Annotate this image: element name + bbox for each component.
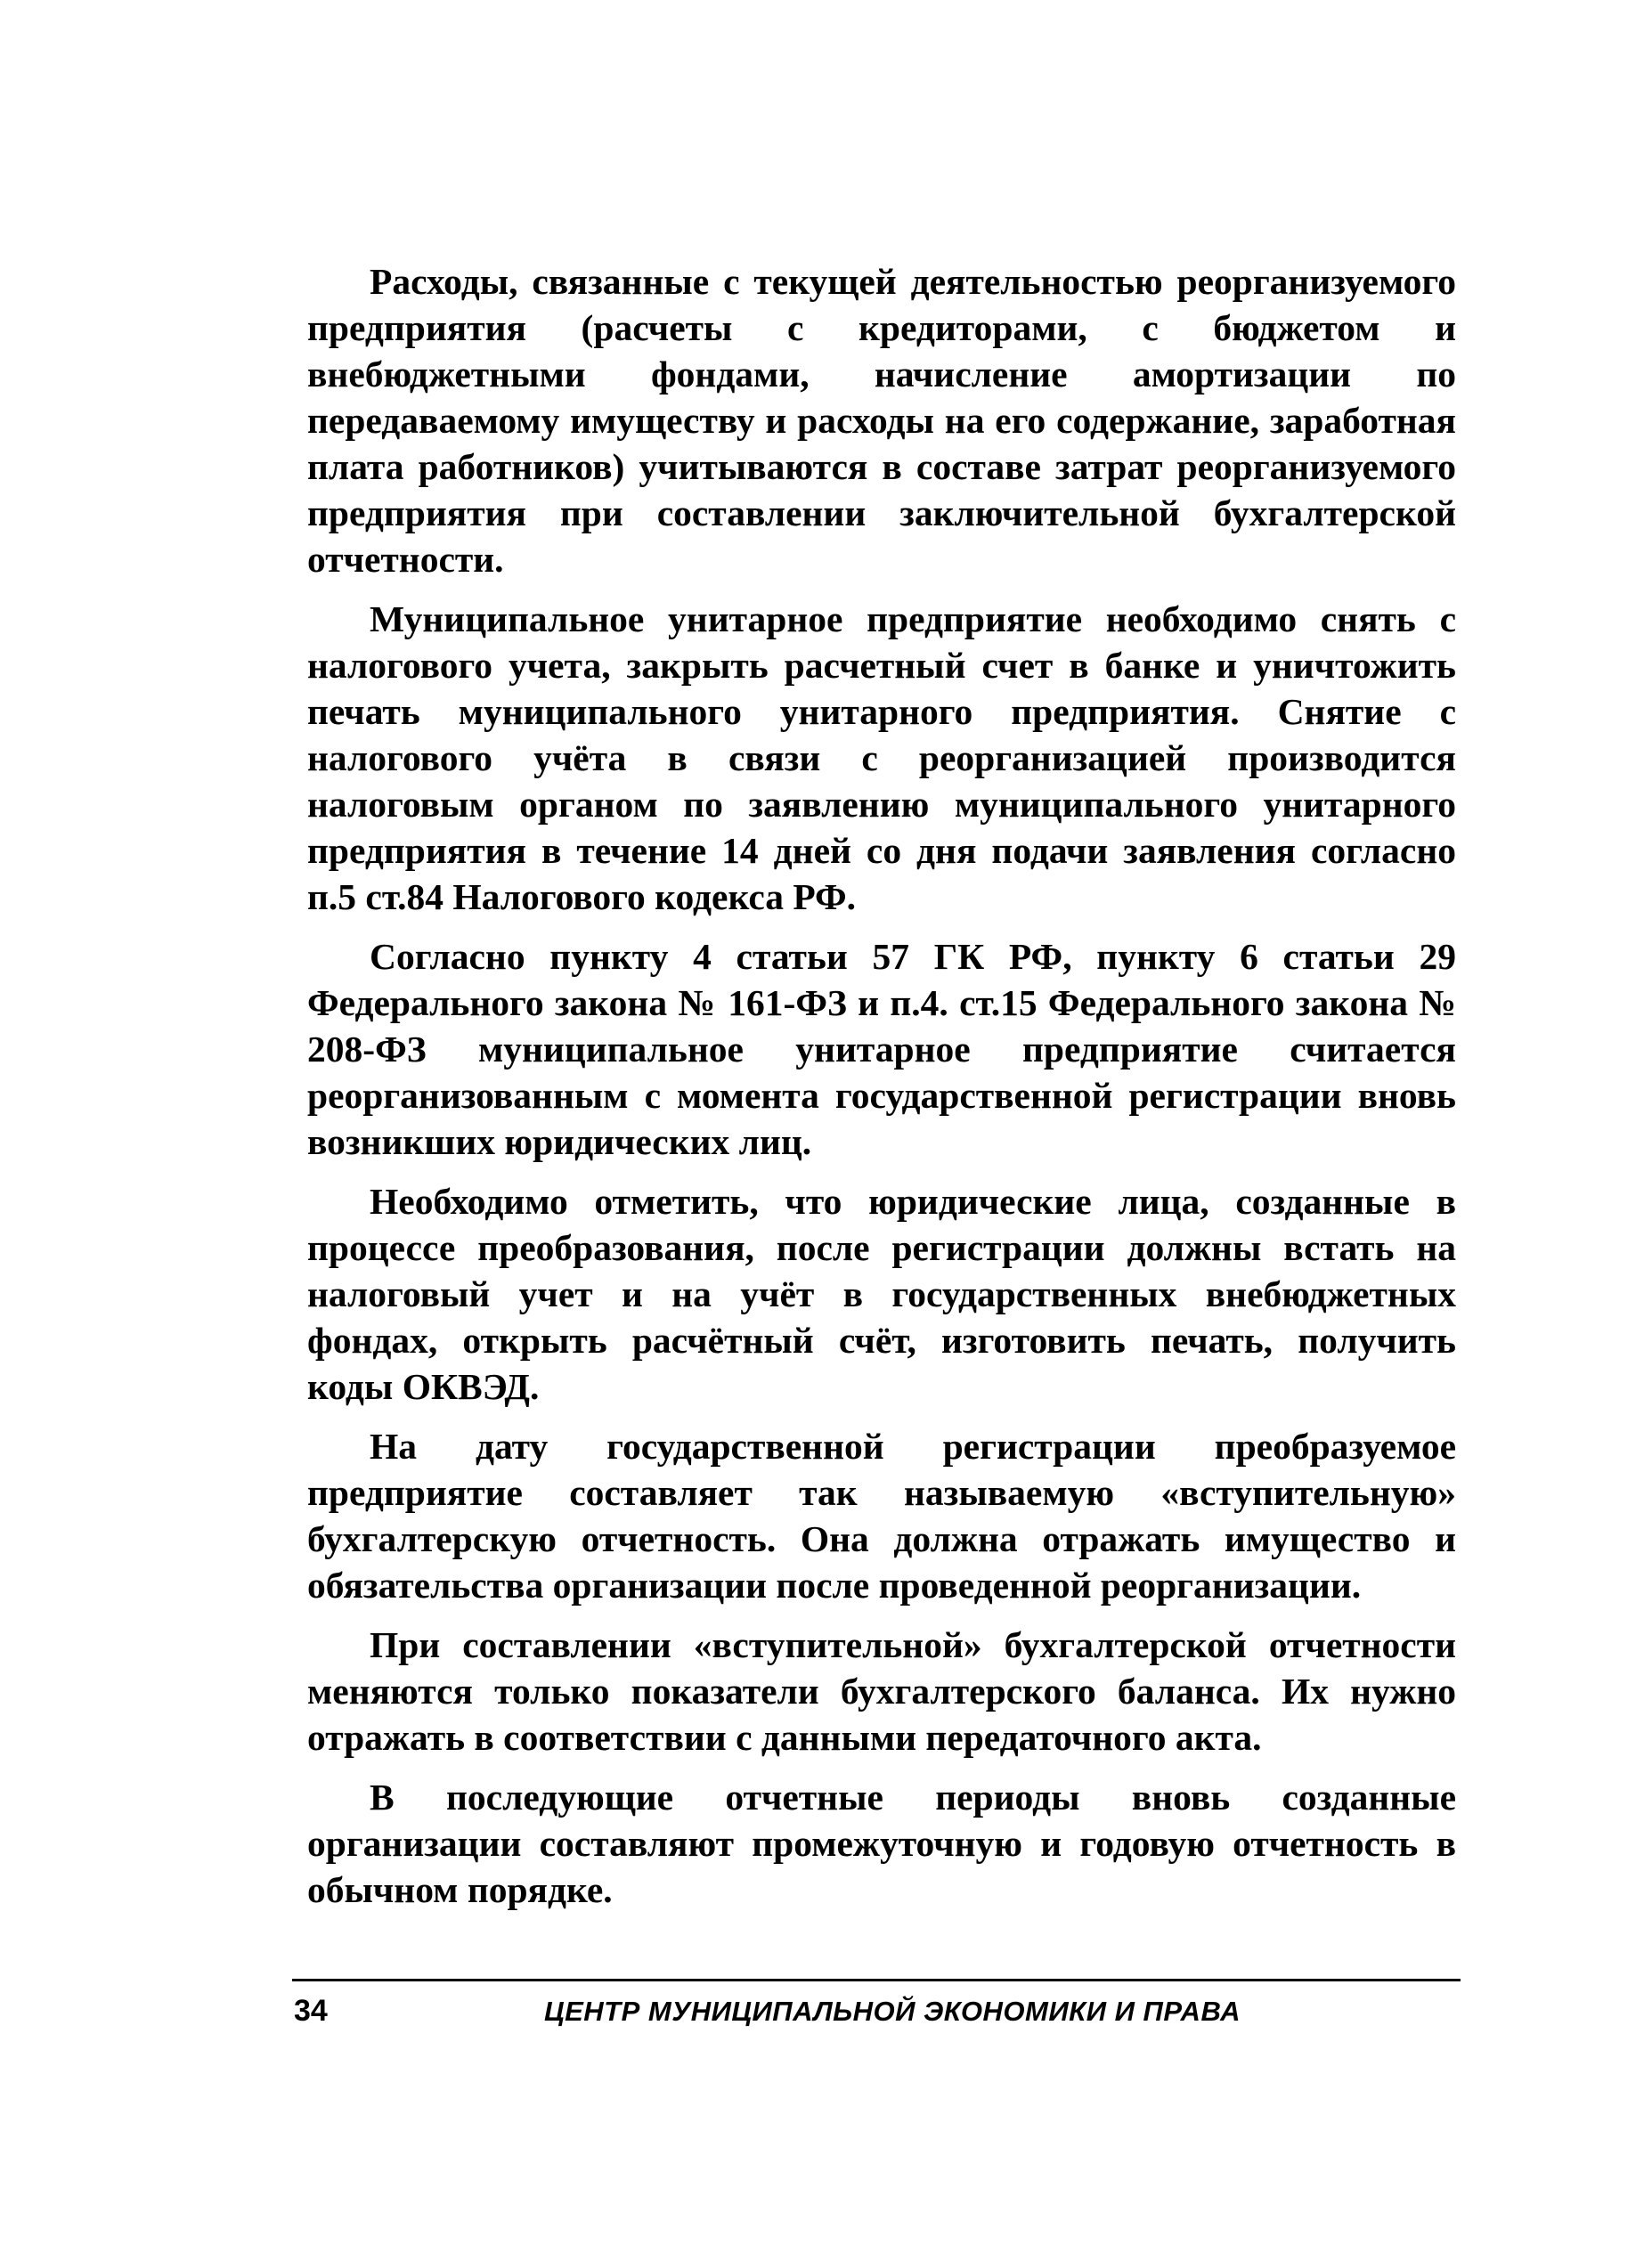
page-number: 34 [294, 1994, 328, 2028]
page-footer [292, 1979, 1461, 2029]
paragraph-new-entities-registration: Необходимо отметить, что юридические лица, созданные в процессе преобразования, после регистрации должны встать на налоговый учет и на учёт в государственных внебюджетных фондах, открыть расчётный счёт, изготовить печать, получить коды ОКВЭД. [307, 1181, 1456, 1407]
footer-divider [292, 1979, 1461, 1981]
paragraph-balance-indicators: При составлении «вступительной» бухгалтерской отчетности меняются только показатели бухгалтерского баланса. Их нужно отражать в соответствии с данными передаточного акта. [307, 1624, 1456, 1758]
body-text [307, 258, 1456, 1926]
paragraph-tax-deregistration: Муниципальное унитарное предприятие необходимо снять с налогового учета, закрыть расчетный счет в банке и уничтожить печать муниципального унитарного предприятия. Снятие с налогового учёта в связи с реорганизацией производится налоговым органом по заявлению муниципального унитарного предприятия в течение 14 дней со дня подачи заявления согласно п.5 ст.84 Налогового кодекса РФ. [307, 598, 1456, 917]
footer-row [292, 1994, 1461, 2029]
paragraph-subsequent-periods: В последующие отчетные периоды вновь созданные организации составляют промежуточную и годовую отчетность в обычном порядке. [307, 1777, 1456, 1910]
paragraph-legal-basis: Согласно пункту 4 статьи 57 ГК РФ, пункту 6 статьи 29 Федерального закона № 161-ФЗ и п.4. ст.15 Федерального закона № 208-ФЗ муниципальное унитарное предприятие считается реорганизованным с момента государственной регистрации вновь возникших юридических лиц. [307, 936, 1456, 1162]
paragraph-reorganization-expenses: Расходы, связанные с текущей деятельностью реорганизуемого предприятия (расчеты с кредиторами, с бюджетом и внебюджетными фондами, начисление амортизации по передаваемому имуществу и расходы на его содержание, заработная плата работников) учитываются в составе затрат реорганизуемого предприятия при составлении заключительной бухгалтерской отчетности. [307, 261, 1456, 580]
paragraph-opening-statements: На дату государственной регистрации преобразуемое предприятие составляет так называемую «вступительную» бухгалтерскую отчетность. Она должна отражать имущество и обязательства организации после проведенной реорганизации. [307, 1426, 1456, 1606]
running-title: ЦЕНТР МУНИЦИПАЛЬНОЙ ЭКОНОМИКИ И ПРАВА [544, 1996, 1241, 2027]
